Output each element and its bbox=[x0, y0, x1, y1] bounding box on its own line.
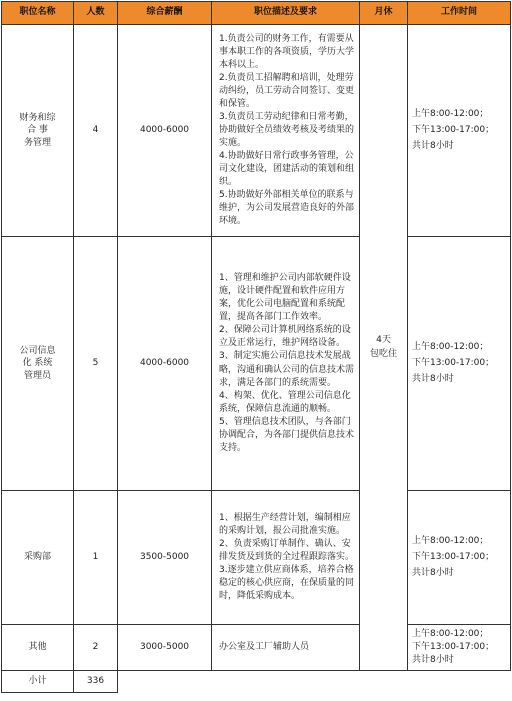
salary: 3500-5000 bbox=[118, 491, 212, 625]
subtotal-value: 336 bbox=[74, 671, 118, 693]
salary: 4000-6000 bbox=[118, 237, 212, 491]
table-row bbox=[2, 237, 511, 491]
headcount: 1 bbox=[74, 491, 118, 625]
position-name: 其他 bbox=[2, 625, 74, 671]
job-description: 1、管理和维护公司内部软硬件设施，设计硬件配置和软件应用方案，优化公司电脑配置和系统配置，提高各部门工作效率。 2、保障公司计算机网络系统的设立及正常运行，维护网络设备。 3、制定实施公司信息技术发展战略，沟通和确认公司的信息技术需求，满足各部门的系统需要。 4、构架、优化、管理公司信息化系统，保障信息流通的顺畅。 5、管理信息技术团队，与各部门协调配合，为各部门提供信息技术支持。 bbox=[212, 237, 360, 491]
work-hours: 上午8:00-12:00； 下午13:00-17:00； 共计8小时 bbox=[408, 625, 511, 671]
job-description: 1、根据生产经营计划，编制相应的采购计划，报公司批准实施。 2、负责采购订单制作、确认、安排发货及到货的全过程跟踪落实。 3.逐步建立供应商体系，培养合格稳定的核心供应商，在保质量的同时，降低采购成本。 bbox=[212, 491, 360, 625]
position-name: 公司信息 化 系统 管理员 bbox=[2, 237, 74, 491]
subtotal-row bbox=[2, 671, 511, 693]
salary: 4000-6000 bbox=[118, 25, 212, 237]
job-description: 办公室及工厂辅助人员 bbox=[212, 625, 360, 671]
position-name: 财务和综 合 事 务管理 bbox=[2, 25, 74, 237]
header-count: 人数 bbox=[74, 2, 118, 25]
work-hours: 上午8:00-12:00； 下午13:00-17:00； 共计8小时 bbox=[408, 25, 511, 237]
header-description: 职位描述及要求 bbox=[212, 2, 360, 25]
header-monthly-rest: 月休 bbox=[360, 2, 408, 25]
work-hours: 上午8:00-12:00； 下午13:00-17:00； 共计8小时 bbox=[408, 237, 511, 491]
header-salary: 综合薪酬 bbox=[118, 2, 212, 25]
job-table bbox=[1, 1, 511, 693]
headcount: 2 bbox=[74, 625, 118, 671]
table-row bbox=[2, 491, 511, 625]
subtotal-label: 小计 bbox=[2, 671, 74, 693]
table-row bbox=[2, 25, 511, 237]
table-row bbox=[2, 625, 511, 671]
salary: 3000-5000 bbox=[118, 625, 212, 671]
headcount: 5 bbox=[74, 237, 118, 491]
work-hours: 上午8:00-12:00； 下午13:00-17:00； 共计8小时 bbox=[408, 491, 511, 625]
job-description: 1.负责公司的财务工作，有需要从事本职工作的各项资质，学历大学本科以上。 2.负责员工招解聘和培训，处理劳动纠纷，员工劳动合同签订、变更和保管。 3.负责员工劳动纪律和日常考勤，协助做好全员绩效考核及考绩果的实施。 4.协助做好日常行政事务管理，公司文化建设，团建活动的策划和组织。 5.协助做好外部相关单位的联系与维护，为公司发展营造良好的外部环境。 bbox=[212, 25, 360, 237]
headcount: 4 bbox=[74, 25, 118, 237]
header-work-hours: 工作时间 bbox=[408, 2, 511, 25]
monthly-rest: 4天 包吃住 bbox=[360, 25, 408, 671]
header-row bbox=[2, 2, 511, 25]
position-name: 采购部 bbox=[2, 491, 74, 625]
header-position: 职位名称 bbox=[2, 2, 74, 25]
